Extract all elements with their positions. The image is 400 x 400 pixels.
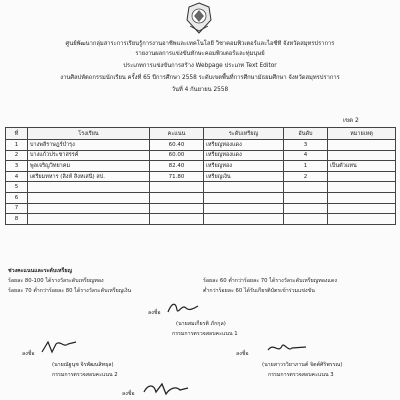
cell-medal (204, 214, 284, 225)
cell-school (28, 182, 150, 193)
judge-1-name: (นายสมเกียรติ ภักกุล) (176, 321, 226, 327)
cell-score: 60.40 (150, 140, 204, 151)
sign-word-4: ลงชื่อ (122, 391, 135, 397)
cell-school: บางแก้วประชาสรรค์ (28, 150, 150, 161)
table-row (6, 161, 396, 172)
cell-no: 3 (6, 161, 28, 172)
sign-word-3: ลงชื่อ (236, 351, 249, 357)
table-row (6, 140, 396, 151)
header-report-title: รายงานผลการแข่งขันทักษะคอมพิวเตอร์และทุ่มนุษย์ (135, 51, 265, 57)
criteria-bronze: ร้อยละ 60 ต่ำกว่าร้อยละ 70 ได้รางวัลระดับเหรียญทองแดง (203, 278, 337, 284)
cell-rank (284, 203, 328, 214)
cell-school: บางพลีราษฎร์บำรุง (28, 140, 150, 151)
cell-score: 71.80 (150, 171, 204, 182)
cell-note (328, 182, 396, 193)
table-header-row (6, 128, 396, 140)
sign-word-1: ลงชื่อ (148, 310, 161, 316)
cell-no: 8 (6, 214, 28, 225)
cell-school (28, 203, 150, 214)
criteria-none: ต่ำกว่าร้อยละ 60 ได้รับเกียรติบัตรเข้าร่วมแข่งขัน (203, 288, 315, 294)
cell-rank: 2 (284, 171, 328, 182)
cell-medal (204, 203, 284, 214)
cell-score: 60.00 (150, 150, 204, 161)
judge-1-role: กรรมการตรวจสอบคะแนน 1 (172, 331, 238, 337)
table-row (6, 203, 396, 214)
header-center-name: ศูนย์พัฒนากลุ่มสาระการเรียนรู้การงานอาชีพและเทคโนโลยี วิชาคอมพิวเตอร์และไอซีที จังหวัดสมุทรปราการ (65, 41, 335, 47)
cell-rank: 1 (284, 161, 328, 172)
cell-medal: เหรียญทอง (204, 161, 284, 172)
signature-2-scribble (40, 338, 80, 356)
set-label: เขต 2 (343, 117, 359, 124)
header-no: ที่ (6, 128, 28, 140)
cell-rank: 4 (284, 150, 328, 161)
cell-school (28, 192, 150, 203)
cell-medal: เหรียญเงิน (204, 171, 284, 182)
cell-school: เตรียมทหาร (สิงห์ สิงหเสนี) สป. (28, 171, 150, 182)
table-row (6, 150, 396, 161)
table-row (6, 171, 396, 182)
header-score: คะแนน (150, 128, 204, 140)
table-row (6, 214, 396, 225)
cell-medal: เหรียญทองแดง (204, 140, 284, 151)
results-table (5, 127, 396, 225)
cell-note: เป็นตัวแทน (328, 161, 396, 172)
signature-1-scribble (166, 300, 200, 316)
cell-score (150, 203, 204, 214)
cell-school: พูลเจริญวิทยาคม (28, 161, 150, 172)
header-note: หมายเหตุ (328, 128, 396, 140)
signature-4-scribble (142, 380, 190, 398)
criteria-gold: ร้อยละ 80-100 ได้รางวัลระดับเหรียญทอง (8, 278, 104, 284)
header-event-line: งานศิลปหัตถกรรมนักเรียน ครั้งที่ 65 ปีการศึกษา 2558 ระดับเขตพื้นที่การศึกษามัธยมศึกษา จังหวัดสมุทรปราการ (60, 75, 340, 81)
cell-score (150, 182, 204, 193)
school-emblem-logo (184, 2, 214, 34)
cell-note (328, 150, 396, 161)
cell-rank (284, 192, 328, 203)
cell-note (328, 214, 396, 225)
cell-no: 5 (6, 182, 28, 193)
cell-score (150, 214, 204, 225)
header-medal: ระดับเหรียญ (204, 128, 284, 140)
cell-rank (284, 182, 328, 193)
cell-school (28, 214, 150, 225)
header-school: โรงเรียน (28, 128, 150, 140)
cell-no: 7 (6, 203, 28, 214)
criteria-silver: ร้อยละ 70 ต่ำกว่าร้อยละ 80 ได้รางวัลระดับเหรียญเงิน (8, 288, 132, 294)
judge-2-name: (นายณัฐนุช จิรพัฒนสิทธุล) (52, 362, 114, 368)
header-competition-type: ประเภทการแข่งขันการสร้าง Webpage ประเภท Text Editor (123, 63, 277, 69)
criteria-title: ช่วงคะแนนและระดับเหรียญ (8, 268, 72, 274)
judge-3-name: (นายสาวรวิยาภานต์ จิตต์ศิริพรรณ) (262, 362, 343, 368)
cell-medal (204, 192, 284, 203)
header-rank: อันดับ (284, 128, 328, 140)
cell-score: 82.40 (150, 161, 204, 172)
cell-note (328, 192, 396, 203)
header-date: วันที่ 4 กันยายน 2558 (171, 87, 229, 93)
cell-no: 4 (6, 171, 28, 182)
cell-note (328, 171, 396, 182)
cell-no: 2 (6, 150, 28, 161)
cell-note (328, 140, 396, 151)
table-row (6, 192, 396, 203)
judge-2-role: กรรมการตรวจสอบคะแนน 2 (52, 372, 118, 378)
cell-no: 6 (6, 192, 28, 203)
sign-word-2: ลงชื่อ (22, 351, 35, 357)
signature-3-scribble (266, 340, 310, 356)
cell-no: 1 (6, 140, 28, 151)
cell-medal (204, 182, 284, 193)
table-row (6, 182, 396, 193)
judge-3-role: กรรมการตรวจสอบคะแนน 3 (268, 372, 334, 378)
cell-rank (284, 214, 328, 225)
cell-medal: เหรียญทองแดง (204, 150, 284, 161)
cell-score (150, 192, 204, 203)
cell-note (328, 203, 396, 214)
cell-rank: 3 (284, 140, 328, 151)
